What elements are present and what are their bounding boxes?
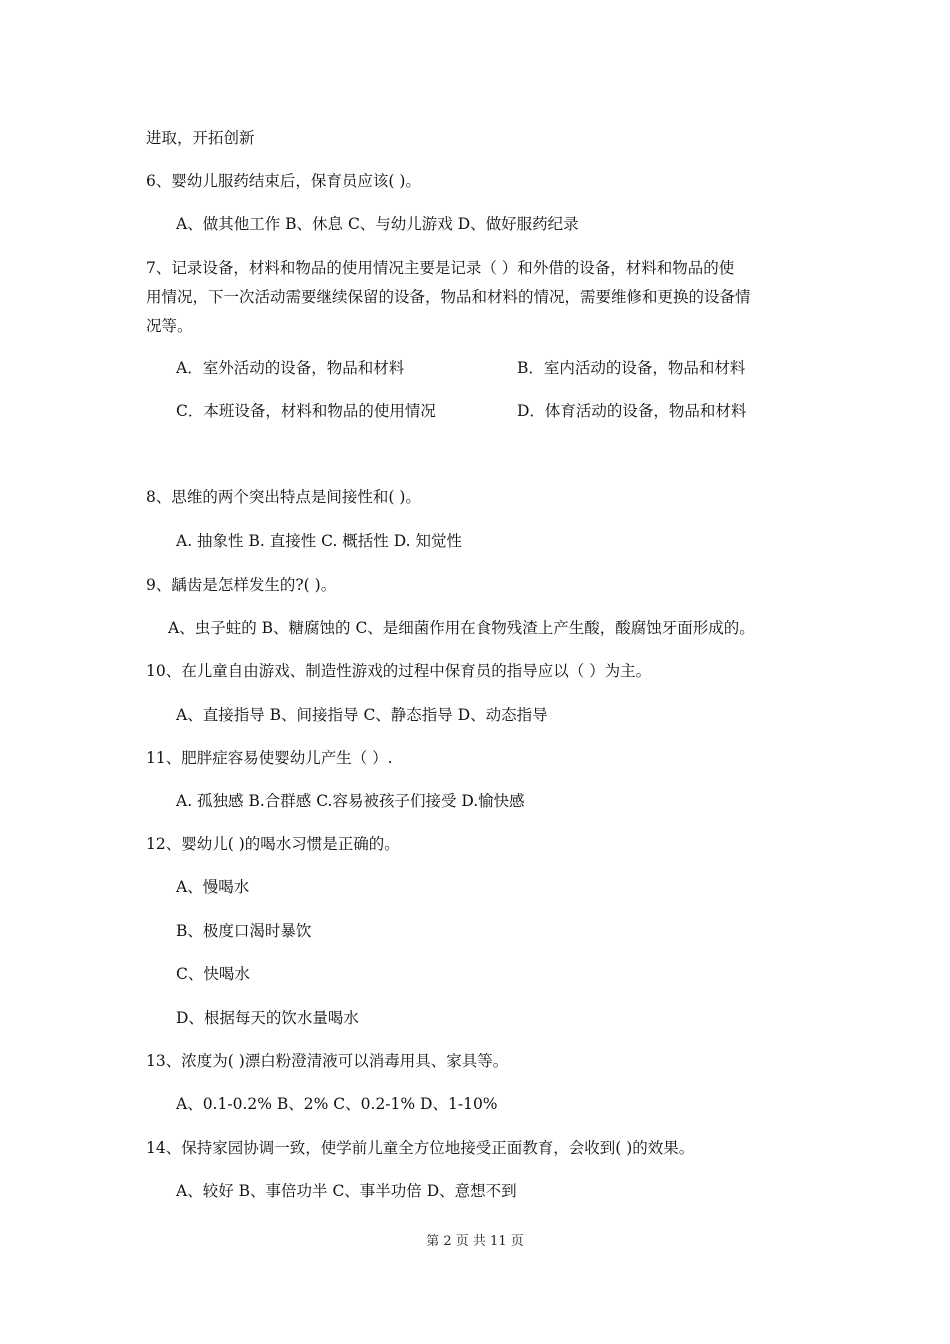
question-10-options: A、直接指导 B、间接指导 C、静态指导 D、动态指导: [176, 706, 548, 724]
question-9-options: A、虫子蛀的 B、糖腐蚀的 C、是细菌作用在食物残渣上产生酸，酸腐蚀牙面形成的。: [168, 619, 755, 637]
question-10: 10、在儿童自由游戏、制造性游戏的过程中保育员的指导应以（ ）为主。: [146, 662, 652, 680]
question-9: 9、龋齿是怎样发生的?( )。: [146, 576, 337, 594]
question-8-options: A. 抽象性 B. 直接性 C. 概括性 D. 知觉性: [176, 532, 462, 550]
question-7-line-3: 况等。: [146, 317, 193, 335]
question-13: 13、浓度为( )漂白粉澄清液可以消毒用具、家具等。: [146, 1052, 509, 1070]
question-12: 12、婴幼儿( )的喝水习惯是正确的。: [146, 835, 400, 853]
question-12-option-d: D、根据每天的饮水量喝水: [176, 1009, 359, 1027]
question-6-options: A、做其他工作 B、休息 C、与幼儿游戏 D、做好服药纪录: [176, 215, 579, 233]
text-line: 进取，开拓创新: [146, 129, 255, 147]
question-12-option-a: A、慢喝水: [176, 878, 250, 896]
question-7-option-d: D．体育活动的设备，物品和材料: [517, 402, 747, 420]
question-13-options: A、0.1-0.2% B、2% C、0.2-1% D、1-10%: [176, 1095, 498, 1113]
page-footer: 第 2 页 共 11 页: [426, 1234, 524, 1249]
question-7-line-1: 7、记录设备，材料和物品的使用情况主要是记录（ ）和外借的设备，材料和物品的使: [146, 259, 735, 277]
question-11-options: A. 孤独感 B.合群感 C.容易被孩子们接受 D.愉快感: [176, 792, 525, 810]
question-8: 8、思维的两个突出特点是间接性和( )。: [146, 488, 421, 506]
question-14: 14、保持家园协调一致，使学前儿童全方位地接受正面教育，会收到( )的效果。: [146, 1139, 695, 1157]
question-7-option-c: C．本班设备，材料和物品的使用情况: [176, 402, 436, 420]
question-11: 11、肥胖症容易使婴幼儿产生（ ）.: [146, 749, 393, 767]
question-12-option-c: C、快喝水: [176, 965, 250, 983]
question-12-option-b: B、极度口渴时暴饮: [176, 922, 312, 940]
question-7-line-2: 用情况，下一次活动需要继续保留的设备，物品和材料的情况，需要维修和更换的设备情: [146, 288, 751, 306]
question-7-option-b: B．室内活动的设备，物品和材料: [517, 359, 746, 377]
question-6: 6、婴幼儿服药结束后，保育员应该( )。: [146, 172, 421, 190]
question-7-option-a: A．室外活动的设备，物品和材料: [176, 359, 405, 377]
question-14-options: A、较好 B、事倍功半 C、事半功倍 D、意想不到: [176, 1182, 517, 1200]
